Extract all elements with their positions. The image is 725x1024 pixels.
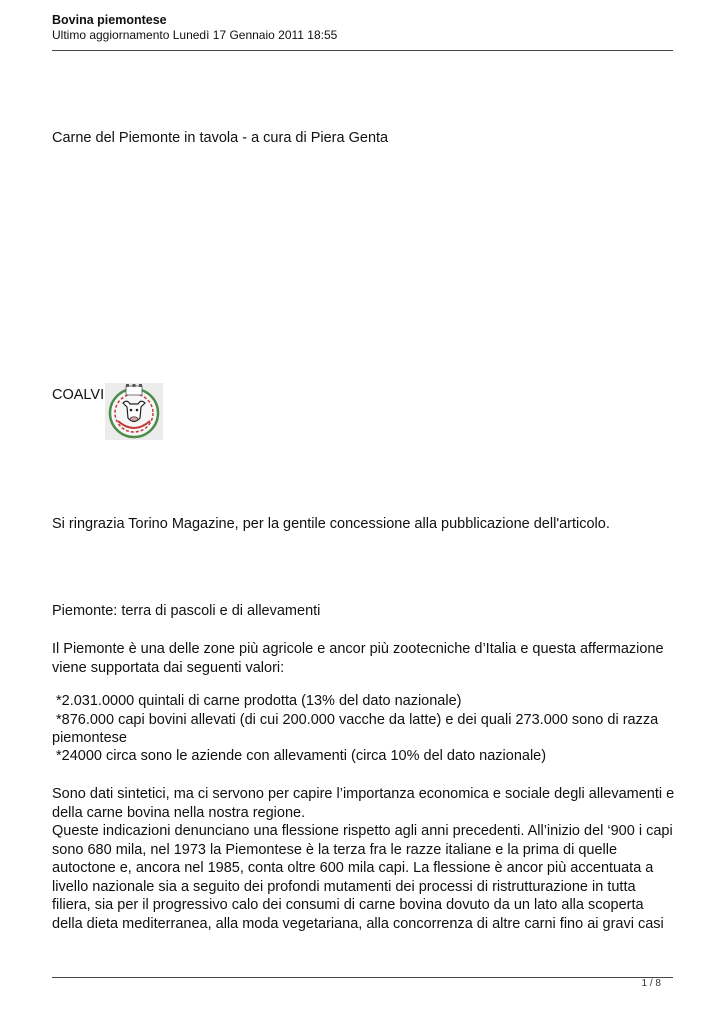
list-item-continuation: piemontese — [52, 730, 127, 746]
article-subtitle: Carne del Piemonte in tavola - a cura di Piera Genta — [52, 130, 389, 146]
last-updated: Ultimo aggiornamento Lunedì 17 Gennaio 2011 18:55 — [52, 28, 338, 42]
consorzio-logo-icon — [105, 383, 163, 440]
list-item: *2.031.0000 quintali di carne prodotta (13% del dato nazionale) — [56, 693, 462, 709]
list-item: *24000 circa sono le aziende con allevamenti (circa 10% del dato nazionale) — [56, 748, 547, 764]
page-number: 1 / 8 — [641, 978, 661, 989]
header-divider — [52, 50, 673, 51]
document-title: Bovina piemontese — [52, 13, 167, 27]
body-paragraph: Sono dati sintetici, ma ci servono per capire l’importanza economica e sociale degli allevamenti e della carne bovina nella nostra regione. — [52, 786, 675, 821]
body-paragraph: Queste indicazioni denunciano una flessione rispetto agli anni precedenti. All’inizio del ‘900 i capi sono 680 mila, nel 1973 la Piemontese è la terza fra le razze italiane e la prima di quelle autoctone e, ancora nel 1985, conta oltre 600 mila capi. La flessione è ancor più accentuata a livello nazionale sia a seguito dei profondi mutamenti dei processi di ristrutturazione in tutta filiera, sia per il progressivo calo dei consumi di carne bovina dovuto da un lato alla scoperta della dieta mediterranea, alla moda vegetariana, alla concorrenza di altre carni fino ai gravi casi — [52, 823, 673, 932]
coalvi-label: COALVI — [52, 387, 105, 403]
section-title: Piemonte: terra di pascoli e di allevamenti — [52, 603, 321, 619]
footer-divider — [52, 977, 673, 978]
page-header — [52, 13, 672, 43]
list-item: *876.000 capi bovini allevati (di cui 200.000 vacche da latte) e dei quali 273.000 sono di razza — [56, 712, 659, 728]
intro-paragraph: Il Piemonte è una delle zone più agricole e ancor più zootecniche d’Italia e questa affermazione viene supportata dai seguenti valori: — [52, 641, 664, 676]
acknowledgement: Si ringrazia Torino Magazine, per la gentile concessione alla pubblicazione dell'articolo. — [52, 516, 610, 532]
